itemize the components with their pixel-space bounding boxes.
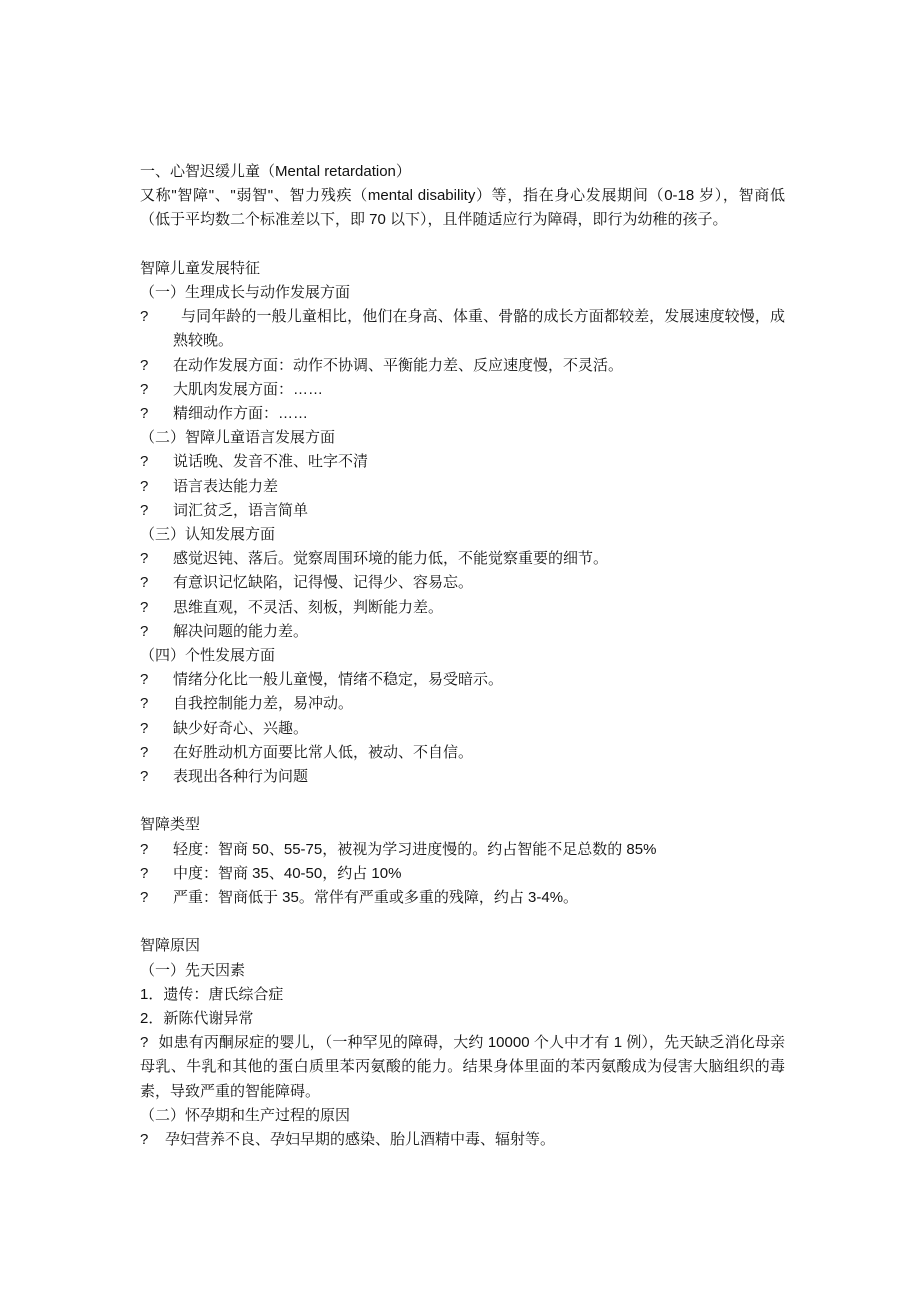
section-heading: 一、心智迟缓儿童（Mental retardation） [140,163,411,180]
bullet-text: 情绪分化比一般儿童慢，情绪不稳定，易受暗示。 [173,671,504,689]
bullet-marker: ? [140,768,149,786]
bullet-marker: ? [140,622,149,640]
section-heading: （一）先天因素 [140,961,246,979]
blank-line [140,789,785,813]
bullet-item [140,547,785,571]
bullet-item [140,765,785,789]
bullet-item [140,499,785,523]
bullet-marker: ? [140,1131,149,1149]
bullet-marker: ? [140,889,149,907]
bullet-marker: ? [140,380,149,398]
bullet-marker: ? [140,719,149,737]
bullet-item [140,402,785,426]
bullet-item [140,717,785,741]
bullet-text: 说话晚、发音不准、吐字不清 [173,453,369,471]
bullet-text: 有意识记忆缺陷，记得慢、记得少、容易忘。 [173,574,474,592]
bullet-item [140,668,785,692]
bullet-marker: ? [140,1034,149,1052]
bullet-text: 孕妇营养不良、孕妇早期的感染、胎儿酒精中毒、辐射等。 [165,1131,556,1149]
bullet-item [140,596,785,620]
blank-line [140,910,785,934]
document-body [140,160,785,1152]
bullet-text: 自我控制能力差，易冲动。 [173,695,354,713]
bullet-text: 中度：智商 35、40-50，约占 10% [173,864,402,882]
bullet-item [140,571,785,595]
bullet-marker: ? [140,453,149,471]
section-heading: 智障儿童发展特征 [140,259,261,277]
bullet-marker: ? [140,743,149,761]
bullet-item [140,692,785,716]
bullet-item [140,475,785,499]
section-heading: （一）生理成长与动作发展方面 [140,284,351,301]
bullet-item [140,838,785,862]
bullet-marker: ? [140,550,149,568]
bullet-marker: ? [140,405,149,423]
bullet-item [140,741,785,765]
bullet-text: 表现出各种行为问题 [173,768,309,786]
bullet-text: 缺少好奇心、兴趣。 [173,719,309,737]
bullet-marker: ? [140,598,149,616]
bullet-marker: ? [140,695,149,713]
bullet-marker: ? [140,356,149,374]
blank-line [140,233,785,257]
section-heading: 2．新陈代谢异常 [140,1010,254,1028]
bullet-marker: ? [140,864,149,882]
section-heading: 智障类型 [140,816,201,834]
section-heading: （二）智障儿童语言发展方面 [140,429,336,447]
bullet-item [140,620,785,644]
bullet-text: 大肌肉发展方面：…… [173,380,324,398]
bullet-paragraph [140,1031,785,1104]
bullet-text: 精细动作方面：…… [173,405,309,423]
bullet-marker: ? [140,574,149,592]
bullet-text: 思维直观，不灵活、刻板，判断能力差。 [173,598,444,616]
bullet-marker: ? [140,308,149,326]
section-heading: （二）怀孕期和生产过程的原因 [140,1106,351,1124]
bullet-marker: ? [140,840,149,858]
section-heading: 1．遗传：唐氏综合症 [140,985,284,1003]
bullet-marker: ? [140,501,149,519]
bullet-text: 轻度：智商 50、55-75，被视为学习进度慢的。约占智能不足总数的 85% [173,840,657,858]
section-heading: （四）个性发展方面 [140,647,276,665]
section-heading: 智障原因 [140,937,201,955]
bullet-marker: ? [140,671,149,689]
bullet-item [140,450,785,474]
bullet-text: 严重：智商低于 35。常伴有严重或多重的残障，约占 3-4%。 [173,889,579,907]
bullet-text: 语言表达能力差 [173,477,279,495]
bullet-item [140,862,785,886]
bullet-text: 在动作发展方面：动作不协调、平衡能力差、反应速度慢，不灵活。 [173,356,624,374]
bullet-marker: ? [140,477,149,495]
bullet-item [140,354,785,378]
bullet-item [140,305,785,353]
bullet-text: 如患有丙酮尿症的婴儿，（一种罕见的障碍，大约 10000 个人中才有 1 例），先天缺乏消化母亲母乳、牛乳和其他的蛋白质里苯丙氨酸的能力。结果身体里面的苯丙氨酸成为侵害大脑组织的毒素，导致严重的智能障碍。 [140,1034,785,1100]
bullet-item [140,378,785,402]
bullet-item [140,886,785,910]
bullet-text: 感觉迟钝、落后。觉察周围环境的能力低，不能觉察重要的细节。 [173,550,609,568]
bullet-text: 解决问题的能力差。 [173,622,309,640]
bullet-item [140,1128,785,1152]
bullet-text: 与同年龄的一般儿童相比，他们在身高、体重、骨骼的成长方面都较差，发展速度较慢，成熟较晚。 [173,308,785,350]
section-heading: （三）认知发展方面 [140,526,276,544]
paragraph: 又称"智障"、"弱智"、智力残疾（mental disability）等，指在身心发展期间（0-18 岁），智商低（低于平均数二个标准差以下，即 70 以下），且伴随适应行为障碍，即行为幼稚的孩子。 [140,187,785,229]
bullet-text: 词汇贫乏，语言简单 [173,501,309,519]
bullet-text: 在好胜动机方面要比常人低，被动、不自信。 [173,743,474,761]
